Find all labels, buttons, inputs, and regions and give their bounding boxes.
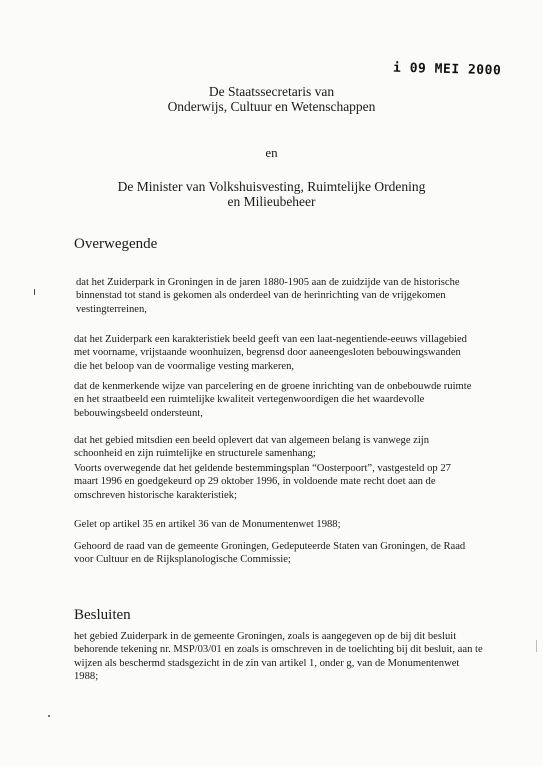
secretary-title-line1: De Staatssecretaris van	[208, 84, 335, 99]
date-stamp: i 09 MEI 2000	[392, 60, 502, 79]
paragraph-decision: het gebied Zuiderpark in de gemeente Groningen, zoals is aangegeven op de bij dit besluit behorende tekening nr. MSP/03/01 en zoals is omschreven in de toelichting bij dit besluit, aan te wijzen als beschermd stadsgezicht in de zin van artikel 1, onder g, van de Monumentenwet 1988;	[74, 631, 483, 683]
minister-title-line1: De Minister van Volkshuisvesting, Ruimtelijke Ordening	[117, 179, 426, 194]
conjunction: en	[265, 145, 278, 160]
section-title-overwegende: Overwegende	[74, 236, 158, 252]
paragraph-zuiderpark-origin: dat het Zuiderpark in Groningen in de jaren 1880-1905 aan de zuidzijde van de historische binnenstad tot stand is gekomen als onderdeel van de herinrichting van de vrijgekomen vestingterreinen,	[76, 277, 460, 315]
paragraph-general-interest: dat het gebied mitsdien een beeld oplevert dat van algemeen belang is vanwege zijn schoonheid en zijn ruimtelijke en structurele samenhang;	[74, 435, 430, 460]
scan-edge-line	[536, 640, 537, 652]
scan-speck	[34, 289, 35, 295]
minister-title-line2: en Milieubeheer	[227, 194, 316, 209]
section-title-besluiten: Besluiten	[74, 607, 131, 623]
paragraph-legal-basis: Gelet op artikel 35 en artikel 36 van de Monumentenwet 1988;	[74, 519, 341, 530]
paragraph-parceling: dat de kenmerkende wijze van parcelering en de groene inrichting van de onbebouwde ruimte en het straatbeeld een ruimtelijke kwaliteit vertegenwoordigen die het waardevolle bebouwingsbeeld ondersteunt,	[74, 381, 472, 419]
paragraph-consulted: Gehoord de raad van de gemeente Groningen, Gedeputeerde Staten van Groningen, de Raad voor Cultuur en de Rijksplanologische Commissie;	[74, 541, 466, 566]
paragraph-villa-area: dat het Zuiderpark een karakteristiek beeld geeft van een laat-negentiende-eeuws villagebied met voorname, vrijstaande woonhuizen, begrensd door aaneengesloten bebouwingswanden die het beloop van de voormalige vesting markeren,	[74, 334, 467, 372]
paragraph-zoning-plan: Voorts overwegende dat het geldende bestemmingsplan “Oosterpoort”, vastgesteld op 27 maart 1996 en goedgekeurd op 29 oktober 1996, in voldoende mate recht doet aan de omschreven historische karakteristiek;	[74, 463, 451, 501]
secretary-title-line2: Onderwijs, Cultuur en Wetenschappen	[167, 99, 376, 114]
scan-speck	[48, 715, 50, 717]
